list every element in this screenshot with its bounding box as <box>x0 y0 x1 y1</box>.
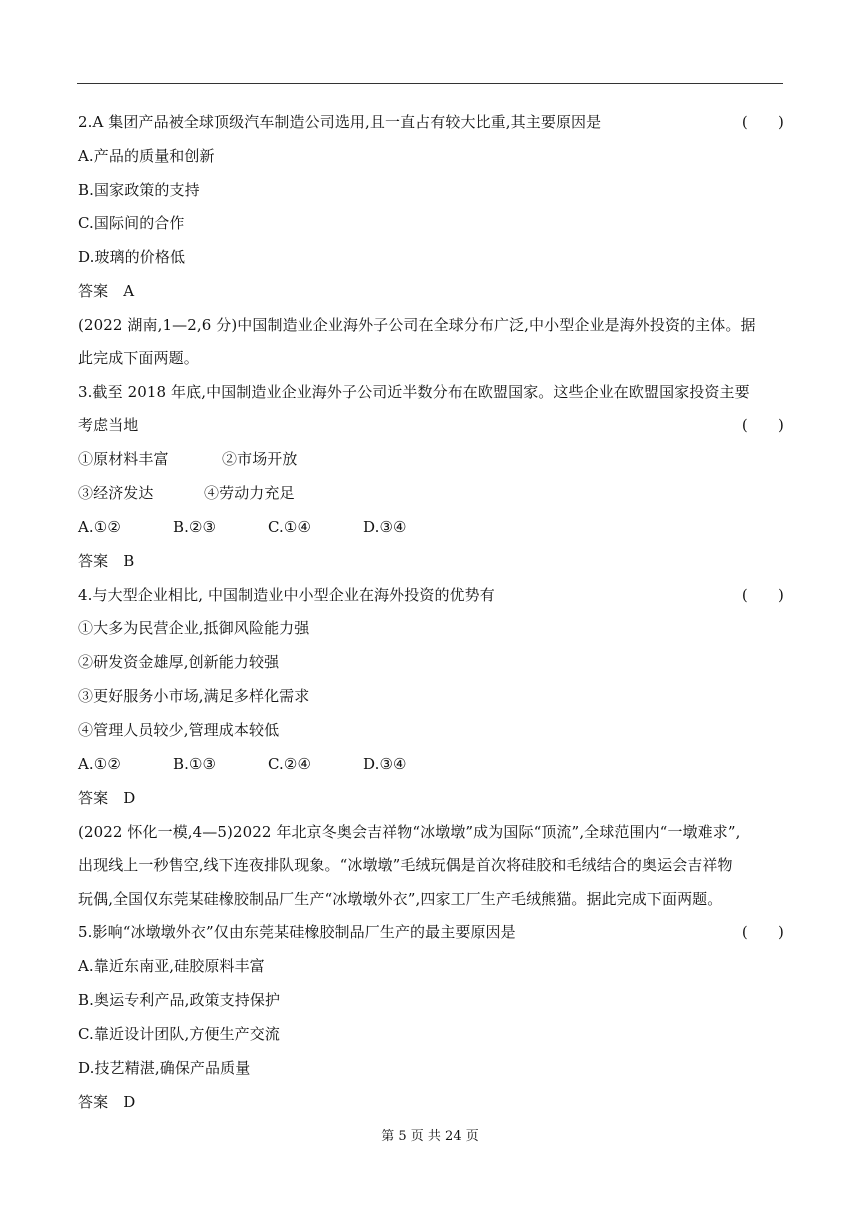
question-4-option-a: A.①② <box>78 755 121 773</box>
question-4-text: 4.与大型企业相比, 中国制造业中小型企业在海外投资的优势有 <box>78 586 495 604</box>
question-2-option-b: B.国家政策的支持 <box>78 181 200 199</box>
question-3-option-d: D.③④ <box>363 518 407 536</box>
question-3-item: ②市场开放 <box>222 450 298 468</box>
answer-blank: ( ) <box>741 416 784 434</box>
material-intro-line: (2022 怀化一模,4—5)2022 年北京冬奥会吉祥物“冰墩墩”成为国际“顶流”,全球范围内“一墩难求”, <box>78 823 741 841</box>
question-4-item: ③更好服务小市场,满足多样化需求 <box>78 687 310 705</box>
question-2-text: 2.A 集团产品被全球顶级汽车制造公司选用,且一直占有较大比重,其主要原因是 <box>78 113 602 131</box>
question-3-options <box>78 517 784 537</box>
material-intro-line: 出现线上一秒售空,线下连夜排队现象。“冰墩墩”毛绒玩偶是首次将硅胶和毛绒结合的奥运会吉祥物 <box>78 856 733 874</box>
question-2-option-a: A.产品的质量和创新 <box>78 147 215 165</box>
question-5-option-d: D.技艺精湛,确保产品质量 <box>78 1059 251 1077</box>
question-2-stem <box>78 112 784 132</box>
question-4-item: ④管理人员较少,管理成本较低 <box>78 721 280 739</box>
question-2-option-c: C.国际间的合作 <box>78 214 185 232</box>
answer-blank: ( ) <box>741 113 784 131</box>
material-intro-line: (2022 湖南,1—2,6 分)中国制造业企业海外子公司在全球分布广泛,中小型企业是海外投资的主体。据 <box>78 316 756 334</box>
answer-blank: ( ) <box>741 586 784 604</box>
answer-blank: ( ) <box>741 923 784 941</box>
question-3-option-a: A.①② <box>78 518 121 536</box>
question-5-option-c: C.靠近设计团队,方便生产交流 <box>78 1025 280 1043</box>
question-4-answer: 答案 D <box>78 789 136 807</box>
question-5-option-a: A.靠近东南亚,硅胶原料丰富 <box>78 957 265 975</box>
question-4-item: ①大多为民营企业,抵御风险能力强 <box>78 619 310 637</box>
question-3-items-row <box>78 449 784 469</box>
question-5-text: 5.影响“冰墩墩外衣”仅由东莞某硅橡胶制品厂生产的最主要原因是 <box>78 923 516 941</box>
question-3-option-b: B.②③ <box>173 518 217 536</box>
material-intro-line: 玩偶,全国仅东莞某硅橡胶制品厂生产“冰墩墩外衣”,四家工厂生产毛绒熊猫。据此完成下面两题。 <box>78 890 723 908</box>
question-2-answer: 答案 A <box>78 282 135 300</box>
question-3-option-c: C.①④ <box>268 518 312 536</box>
header-rule <box>77 83 783 84</box>
question-4-option-b: B.①③ <box>173 755 217 773</box>
question-4-stem <box>78 585 784 605</box>
question-3-item: ③经济发达 <box>78 484 154 502</box>
question-3-stem-cont <box>78 415 784 435</box>
question-3-item: ④劳动力充足 <box>204 484 295 502</box>
question-3-item: ①原材料丰富 <box>78 450 169 468</box>
question-3-text: 考虑当地 <box>78 416 139 434</box>
question-4-option-c: C.②④ <box>268 755 312 773</box>
question-5-stem <box>78 922 784 942</box>
question-4-item: ②研发资金雄厚,创新能力较强 <box>78 653 280 671</box>
question-5-answer: 答案 D <box>78 1093 136 1111</box>
question-4-options <box>78 754 784 774</box>
question-3-items-row <box>78 483 784 503</box>
page-number-footer: 第 5 页 共 24 页 <box>381 1129 479 1144</box>
question-2-option-d: D.玻璃的价格低 <box>78 248 186 266</box>
material-intro-line: 此完成下面两题。 <box>78 349 199 367</box>
question-5-option-b: B.奥运专利产品,政策支持保护 <box>78 991 281 1009</box>
question-4-option-d: D.③④ <box>363 755 407 773</box>
question-3-answer: 答案 B <box>78 552 135 570</box>
question-3-stem: 3.截至 2018 年底,中国制造业企业海外子公司近半数分布在欧盟国家。这些企业在欧盟国家投资主要 <box>78 383 750 401</box>
